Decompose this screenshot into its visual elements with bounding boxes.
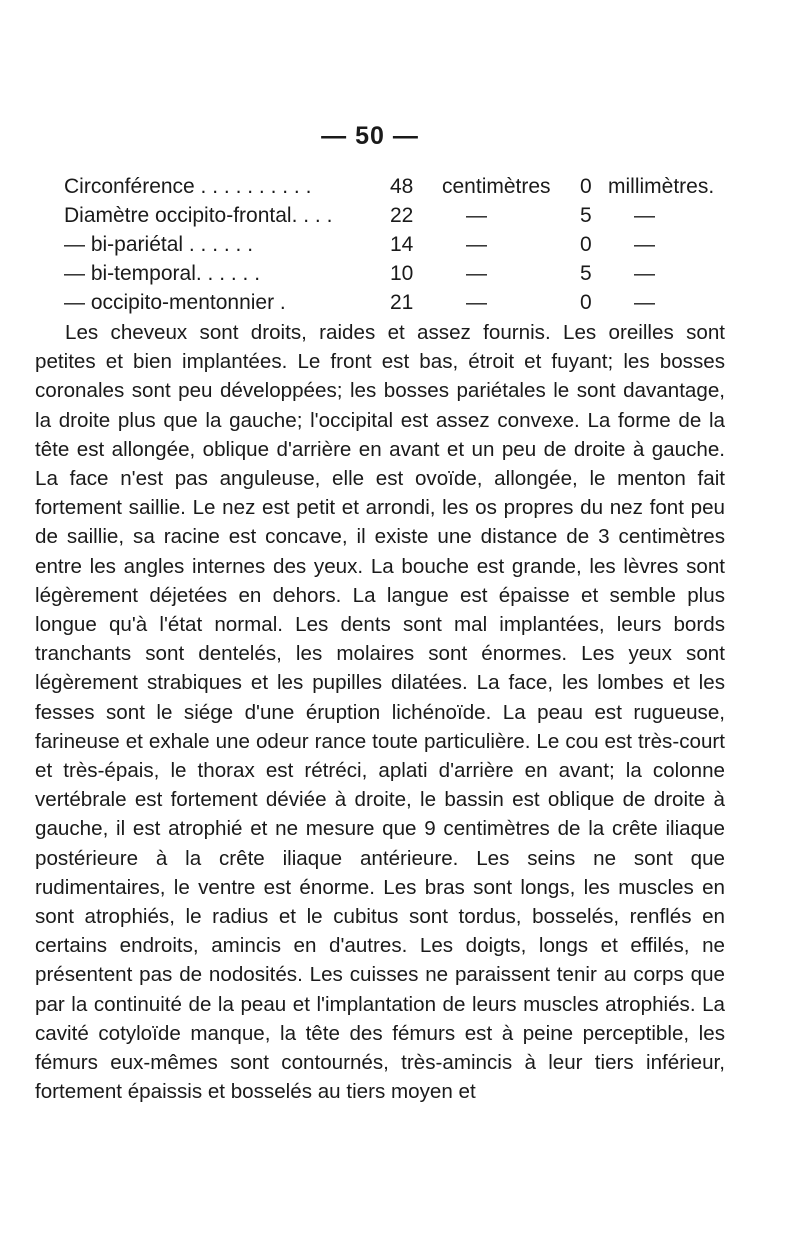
measurement-unit: —: [466, 262, 487, 285]
measurement-mm: 5: [580, 262, 592, 285]
measurement-value: 21: [390, 291, 414, 314]
measurement-row: [64, 288, 724, 317]
measurement-mm: 0: [580, 175, 592, 198]
measurement-label: — bi-temporal. . . . . .: [64, 262, 261, 285]
measurement-mm: 5: [580, 204, 592, 227]
measurement-value: 10: [390, 262, 414, 285]
page-number: — 50 —: [321, 122, 419, 150]
measurement-unit-mm: millimètres.: [608, 175, 715, 198]
measurement-unit: centimètres: [442, 175, 551, 198]
measurement-unit-mm: —: [634, 262, 655, 285]
measurement-value: 22: [390, 204, 414, 227]
body-paragraph: Les cheveux sont droits, raides et assez fournis. Les oreilles sont petites et bien implantées. Le front est bas, étroit et fuyant; les bosses coronales sont peu développées; les bosses pariétales le sont davantage, la droite plus que la gauche; l'occipital est assez convexe. La forme de la tête est allongée, oblique d'arrière en avant et un peu de droite à gauche. La face n'est pas anguleuse, elle est ovoïde, allongée, le menton fait fortement saillie. Le nez est petit et arrondi, les os propres du nez font peu de saillie, sa racine est concave, il existe une distance de 3 centimètres entre les angles internes des yeux. La bouche est grande, les lèvres sont légèrement déjetées en dehors. La langue est épaisse et semble plus longue qu'à l'état normal. Les dents sont mal implantées, leurs bords tranchants sont dentelés, les molaires sont énormes. Les yeux sont légèrement strabiques et les pupilles dilatées. La face, les lombes et les fesses sont le siége d'une éruption lichénoïde. La peau est rugueuse, farineuse et exhale une odeur rance toute particulière. Le cou est très-court et très-épais, le thorax est rétréci, aplati d'arrière en avant; la colonne vertébrale est fortement déviée à droite, le bassin est oblique de droite à gauche, il est atrophié et ne mesure que 9 centimètres de la crête iliaque postérieure à la crête iliaque antérieure. Les seins ne sont que rudimentaires, le ventre est énorme. Les bras sont longs, les muscles en sont atrophiés, le radius et le cubitus sont tordus, bosselés, renflés en certains endroits, amincis en d'autres. Les doigts, longs et effilés, ne présentent pas de nodosités. Les cuisses ne paraissent tenir au corps que par la continuité de la peau et l'implantation de leurs muscles atrophiés. La cavité cotyloïde manque, la tête des fémurs est à peine perceptible, les fémurs eux-mêmes sont contournés, très-amincis à leur tiers inférieur, fortement épaissis et bosselés au tiers moyen et: [35, 321, 725, 1104]
measurement-row: [64, 259, 724, 288]
measurement-unit-mm: —: [634, 291, 655, 314]
measurement-label: Diamètre occipito-frontal. . . .: [64, 204, 333, 227]
measurement-label: — occipito-mentonnier .: [64, 291, 286, 314]
measurement-value: 48: [390, 175, 414, 198]
measurement-label: Circonférence . . . . . . . . . .: [64, 175, 312, 198]
measurement-value: 14: [390, 233, 414, 256]
measurement-unit: —: [466, 204, 487, 227]
measurement-unit: —: [466, 233, 487, 256]
measurement-row: [64, 172, 724, 201]
measurement-mm: 0: [580, 291, 592, 314]
measurement-row: [64, 201, 724, 230]
measurement-unit: —: [466, 291, 487, 314]
measurement-label: — bi-pariétal . . . . . .: [64, 233, 254, 256]
measurement-unit-mm: —: [634, 233, 655, 256]
measurement-row: [64, 230, 724, 259]
measurement-unit-mm: —: [634, 204, 655, 227]
measurement-mm: 0: [580, 233, 592, 256]
measurements-table: [64, 172, 724, 317]
